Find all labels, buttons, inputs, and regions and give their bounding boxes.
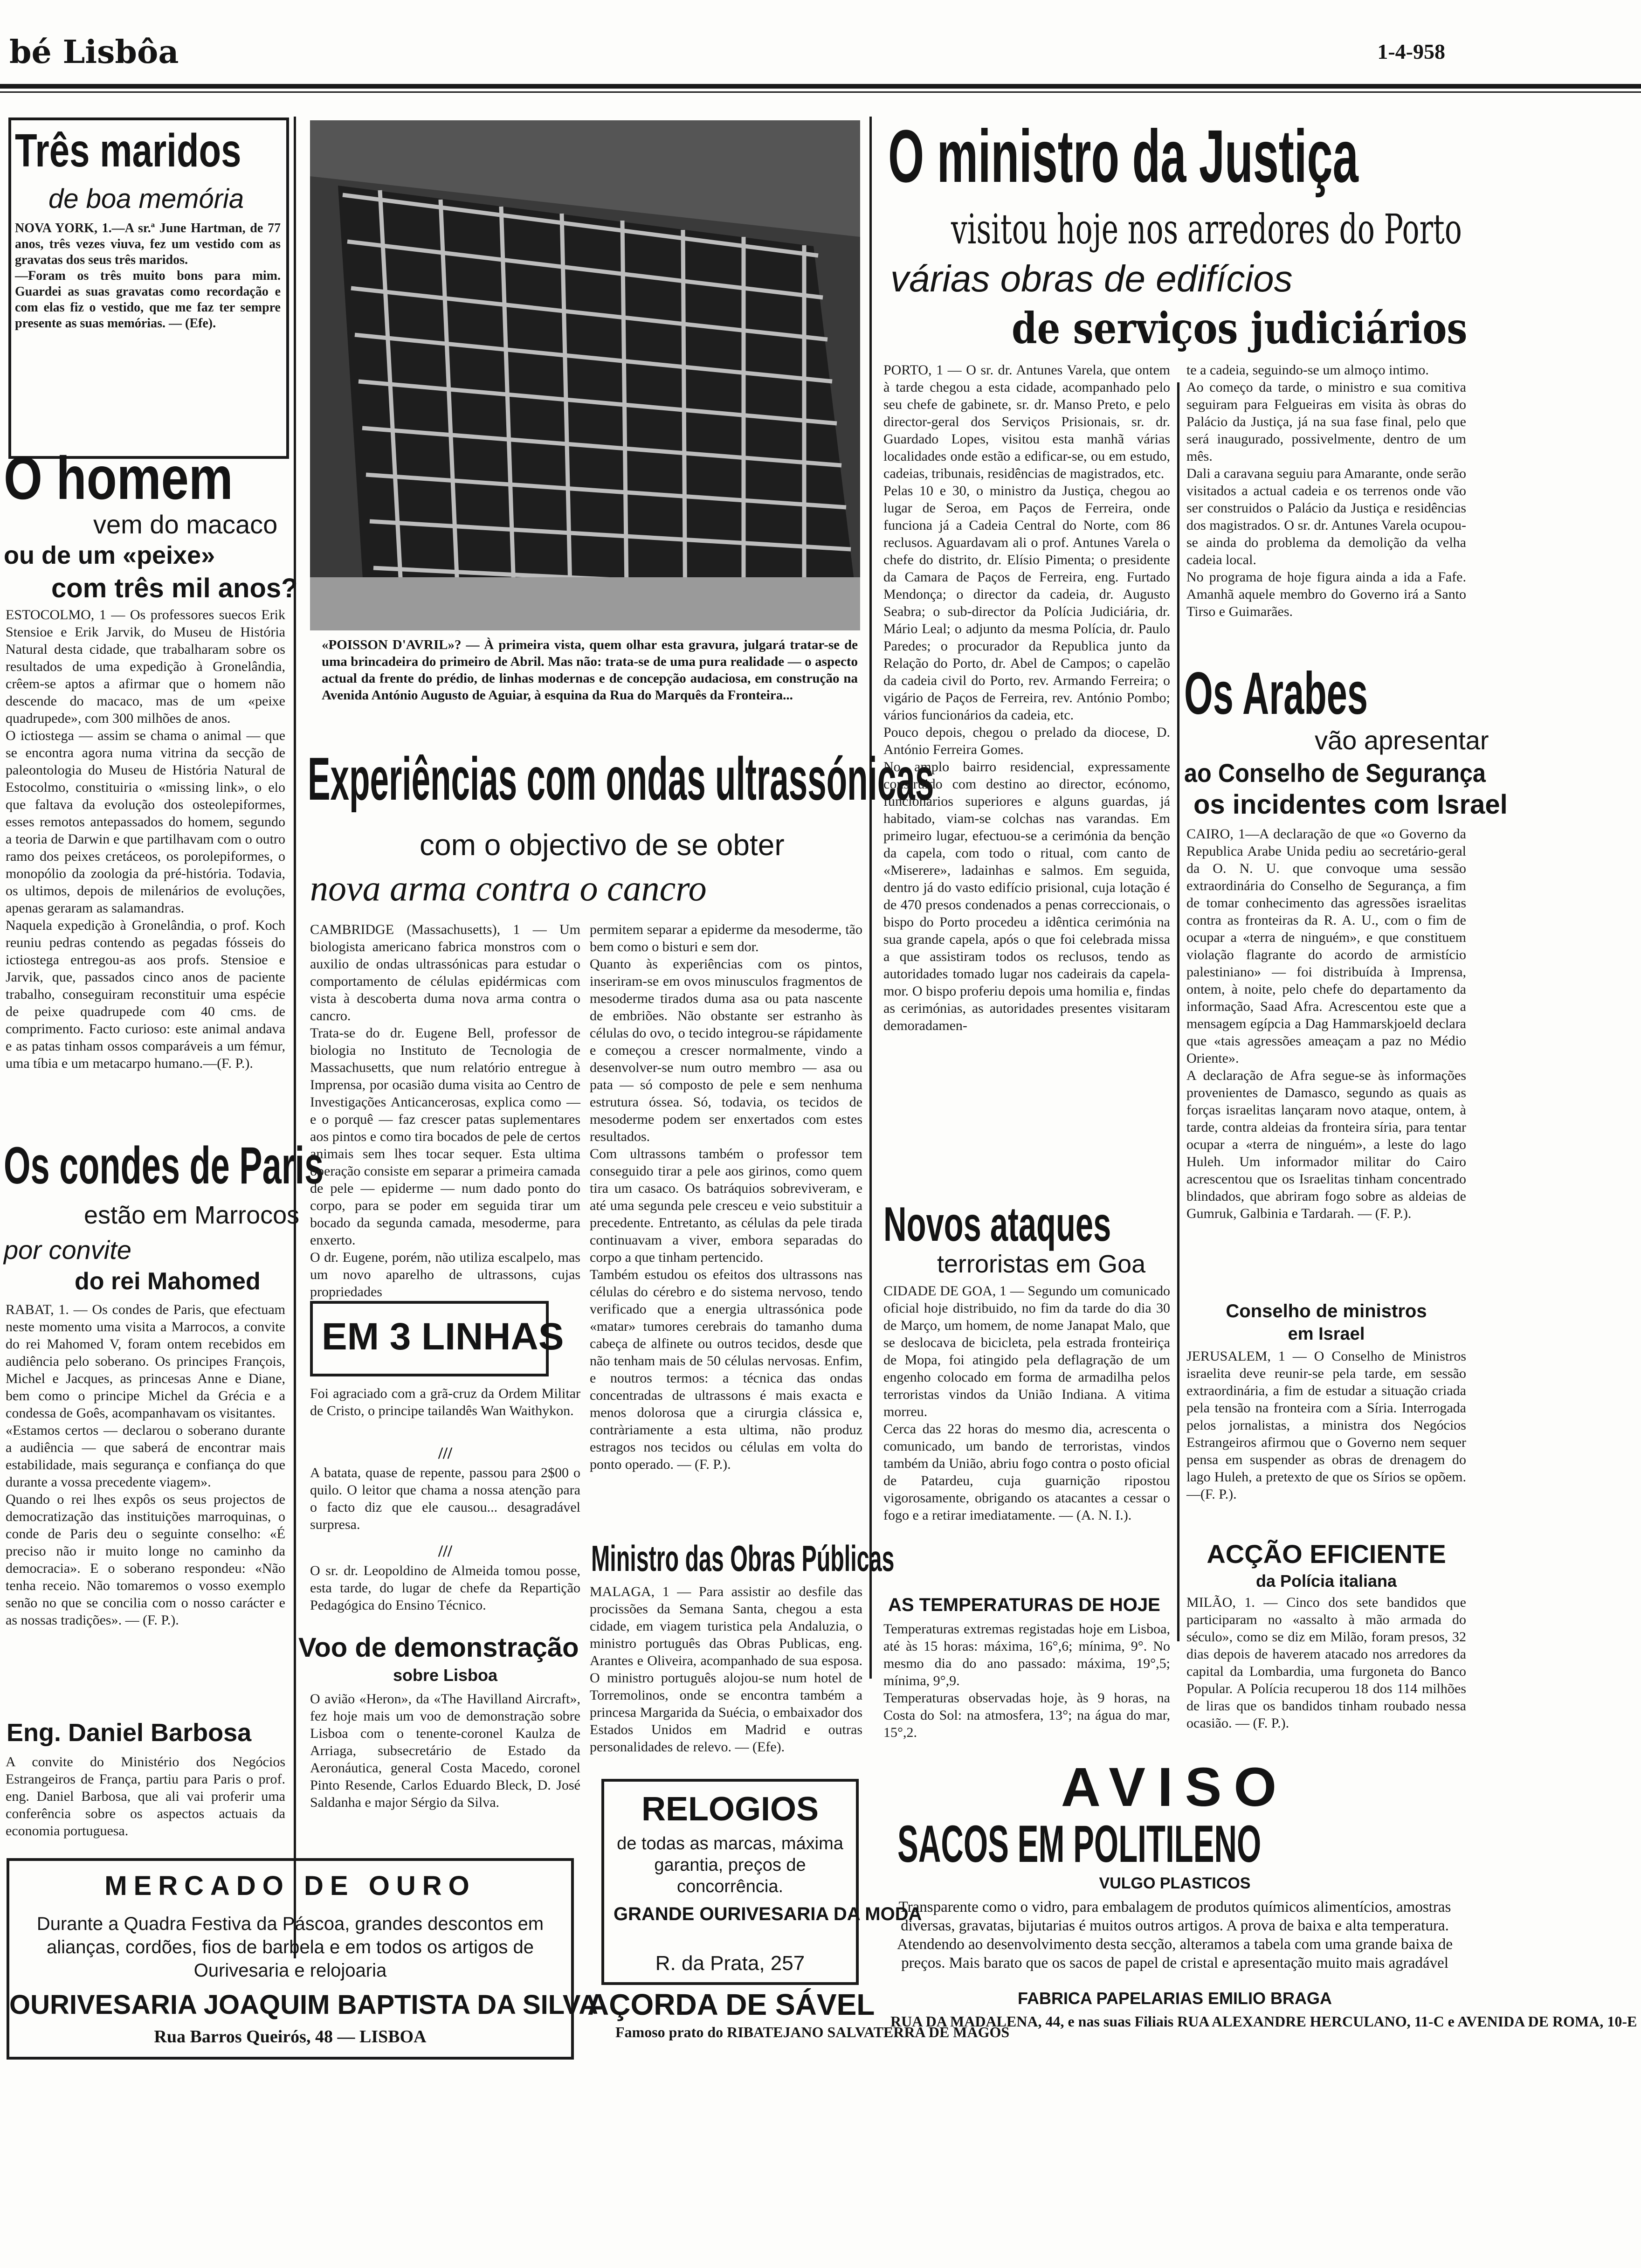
acorda-title: AÇORDA DE SÁVEL <box>587 1988 875 2021</box>
accao-body: MILÃO, 1. — Cinco dos sete bandidos que participaram no «assalto à mão armada do século», como se diz em Milão, foram presos, 32 dias depois de haverem atacado nos arredores da capital da Lombardia, uma furgoneta do Banco Popular. A Polícia recuperou 18 dos 114 milhões de liras que os bandidos tinham roubado nessa ocasião. — (F. P.). <box>1186 1595 1466 1731</box>
accao-title: ACÇÃO EFICIENTE <box>1207 1539 1446 1569</box>
aviso-title: AVISO <box>1061 1756 1289 1818</box>
ataques-subtitle: terroristas em Goa <box>937 1250 1146 1278</box>
voo-subtitle: sobre Lisboa <box>393 1666 498 1685</box>
mercado-text: Durante a Quadra Festiva da Páscoa, grandes descontos em alianças, cordões, fios de barbela e em todos os artigos de Ourivesaria e relojoaria <box>36 1914 544 1981</box>
masthead-paper-name: bé Lisbôa <box>9 34 179 71</box>
relogios-shop: GRANDE OURIVESARIA DA MODA <box>614 1904 922 1924</box>
barbosa-body: A convite do Ministério dos Negócios Estrangeiros de França, partiu para Paris o prof. eng. Daniel Barbosa, que ali vai proferir uma conferência sobre os aspectos actuais da economia portuguesa. <box>6 1754 285 1839</box>
relogios-title: RELOGIOS <box>641 1791 819 1828</box>
em3linhas-separator: /// <box>438 1444 452 1462</box>
justica-subtitle: visitou hoje nos arredores do Porto <box>951 205 1462 253</box>
relogios-text: de todas as marcas, máxima garantia, preços de concorrência. <box>617 1834 843 1896</box>
justica-title: O ministro da Justiça <box>888 114 1358 198</box>
photo-caption: «POISSON D'AVRIL»? — À primeira vista, quem olhar esta gravura, julgará tratar-se de uma brincadeira do primeiro de Abril. Mas não: trata-se de uma pura realidade — o aspecto actual da frente do prédio, de linhas modernas e de concepção audaciosa, em construção na Avenida António Augusto de Aguiar, à esquina da Rua do Marquês da Fronteira... <box>322 637 858 703</box>
ataques-title: Novos ataques <box>883 1197 1111 1252</box>
homem-title: O homem <box>4 444 233 512</box>
maridos-title: Três maridos <box>15 124 241 177</box>
justica-body-right: te a cadeia, seguindo-se um almoço intimo. Ao começo da tarde, o ministro e sua comitiva seguiram para Felgueiras em visita às obras do Palácio da Justiça, já na sua fase final, pelo que será inaugurado, possivelmente, dentro de um mês. Dali a caravana seguiu para Amarante, onde serão visitados a actual cadeia e os terrenos onde vão ser construidos o Palácio da Justiça e residências dos magistrados. O sr. dr. Antunes Varela ocupou-se ainda do problema da demolição da velha cadeia local. No programa de hoje figura ainda a ida a Fafe. Amanhã aquele membro do Governo irá a Santo Tirso e Guimarães. <box>1186 362 1466 619</box>
mercado-address: Rua Barros Queirós, 48 — LISBOA <box>154 2027 427 2047</box>
justica-subtitle-2: várias obras de edifícios <box>890 258 1293 299</box>
aviso-company: FABRICA PAPELARIAS EMILIO BRAGA <box>1017 1989 1332 2008</box>
condes-subtitle: estão em Marrocos <box>84 1201 300 1229</box>
ultrassons-subtitle: com o objectivo de se obter <box>420 828 785 862</box>
relogios-ad <box>601 1779 922 1985</box>
maridos-box <box>8 118 289 459</box>
arabes-subtitle: vão apresentar <box>1315 726 1489 755</box>
aviso-text: Transparente como o vidro, para embalagem de produtos químicos alimentícios, amostras diversas, gravatas, bijutarias é muitos outros artigos. A prova de baixa e alta temperatura. Atendendo ao desenvolvimento desta secção, alteramos a tabela com uma grande baixa de preços. Mais barato que os sacos de papel de cristal e apresentação muito mais agradável <box>896 1899 1453 1971</box>
condes-body: RABAT, 1. — Os condes de Paris, que efectuam neste momento uma visita a Marrocos, a convite do rei Mahomed V, foram ontem recebidos em audiência pelo soberano. Os principes François, Michel e Jacques, as princesas Anne e Diane, bem como o principe Michel da Grécia e a condessa de Goês, acompanhavam os visitantes. «Estamos certos — declarou o soberano durante a audiência — que saberá de encontrar mais estabilidade, mais segurança e confiança do que durante a vossa precedente viagem». Quando o rei lhes expôs os seus projectos de democratização das instituições marroquinas, o conde de Paris deu o seguinte conselho: «É preciso não ir muito longe no caminho da democracia». E o soberano respondeu: «Não tenha receio. Não tomaremos o vosso exemplo senão no que se concilia com o nosso carácter e as nossas tradições». — (F. P.). <box>6 1302 285 1628</box>
mercado-shop: OURIVESARIA JOAQUIM BAPTISTA DA SILVA <box>9 1990 599 2020</box>
homem-subtitle-2: ou de um «peixe» <box>4 541 215 569</box>
ultrassons-body-right: permitem separar a epiderme da mesoderme, tão bem como o bisturi e sem dor. Quanto às experiências com os pintos, inseriram-se em ovos minusculos fragmentos de mesoderme tirados duma asa ou pata nascente de embriões. Não obstante ser estranho às células do ovo, o tecido integrou-se rápidamente e começou a crescer normalmente, vindo a desenvolver-se num outro membro — asa ou pata — só composto de pele e sem nenhuma estrutura óssea. Só, todavia, os tecidos de mesoderme podem ser enxertados com estes resultados. Com ultrassons também o professor tem conseguido tirar a pele aos girinos, como quem tira um casaco. Os batráquios sobreviveram, e até uma segunda pele cresceu e veio substituir a precedente. Entretanto, as células da pele tirada continuavam a viver, embora separadas do corpo a que tinham pertencido. Também estudou os efeitos dos ultrassons nas células do cérebro e do sistema nervoso, tendo verificado que a energia ultrassónica pode «matar» tumores cerebrais do tamanho duma cabeça de alfinete ou outros tecidos, desde que não tenham mais de 50 células nervosas. Enfim, e noutros termos: a técnica das ondas concentradas de ultrassons é mais exacta e menos dolorosa que a cirurgia clássica e, contràriamente a esta ultima, não produz estragos nos tecidos ou células em volta do ponto operado. — (F. P.). <box>590 922 862 1472</box>
column-rule <box>294 117 296 1958</box>
voo-body: O avião «Heron», da «The Havilland Aircraft», fez hoje mais um voo de demonstração sobre Lisboa com o tenente-coronel Kaulza de Arriaga, subsecretário de Estado da Aeronáutica, general Costa Macedo, coronel Pinto Resende, Carlos Eduardo Bleck, D. José Saldanha e major Sérgio da Silva. <box>310 1691 580 1810</box>
masthead-date: 1-4-958 <box>1377 40 1445 63</box>
em3linhas-title: EM 3 LINHAS <box>322 1315 564 1358</box>
accao-subtitle: da Polícia italiana <box>1255 1571 1397 1590</box>
maridos-subtitle: de boa memória <box>48 184 244 214</box>
homem-body: ESTOCOLMO, 1 — Os professores suecos Erik Stensioe e Erik Jarvik, do Museu de História Natural desta cidade, que trabalharam sobre os resultados de uma expedição à Gronelândia, crêem-se aptos a afirmar que o homem não descende do macaco, mas de um «peixe quadrupede», com 300 milhões de anos. O ictiostega — assim se chama o animal — que se encontra agora numa vitrina da secção de paleontologia do Museu de História Natural de Estocolmo, constituiria o «missing link», o elo que faltava da evolução dos osteolepiformes, esses remotos antepassados do homem, segundo a teoria de Darwin e que partilhavam com o outro ramo dos peixes cretáceos, os porolepiformes, o monopólio da zoologia da pré-história. Todavia, os ultimos, depois de milenários de evoluções, apenas geraram as salamandras. Naquela expedição à Gronelândia, o prof. Koch reuniu pedras contendo as pegadas fósseis do ictiostega entregou-as aos profs. Stensioe e Jarvik, que, passados cinco anos de paciente trabalho, conseguiram reconstituir uma espécie de peixe quadrupede com 40 cms. de comprimento. Facto curioso: este animal andava e as patas tinham ossos comparáveis a um fémur, uma tíbia e um metacarpo humano.—(F. P.). <box>6 607 285 1071</box>
ataques-body: CIDADE DE GOA, 1 — Segundo um comunicado oficial hoje distribuido, no fim da tarde do dia 30 de Março, um homem, de nome Janapat Malo, que se deslocava de bicicleta, pela estrada fronteiriça de Mopa, foi atingido pela deflagração de um engenho colocado em forma de armadilha pelos terroristas vindos da União Indiana. A vitima morreu. Cerca das 22 horas do mesmo dia, acrescenta o comunicado, um bando de terroristas, vindos também da União, abriu fogo contra o posto oficial de Patardeu, cuja guarnição ripostou vigorosamente, obrigando os atacantes a cessar o fogo e a retirar imediatamente. — (A. N. I.). <box>883 1283 1170 1523</box>
arabes-subtitle-2: ao Conselho de Segurança <box>1184 758 1486 788</box>
ultrassons-body-left: CAMBRIDGE (Massachusetts), 1 — Um biologista americano fabrica monstros com o auxilio de ondas ultrassónicas para estudar o comportamento de células epidérmicas com vista à descoberta duma nova arma contra o cancro. Trata-se do dr. Eugene Bell, professor de biologia no Instituto de Tecnologia de Massachusetts, que num relatório entregue à Imprensa, por ocasião duma visita ao Centro de Investigações Anticancerosas, explica como — e o porquê — faz crescer patas suplementares aos pintos e como tira bocados de pele de certos animais sem lhes tocar sequer. Esta ultima operação consiste em separar a primeira camada de pele — epiderme — num dado ponto do corpo, para se poder em seguida tirar um bocado da segunda camada, mesoderme, para enxerto. O dr. Eugene, porém, não utiliza escalpelo, mas um novo aparelho de ultrassons, cujas propriedades <box>310 922 580 1300</box>
ultrassons-subtitle-2: nova arma contra o cancro <box>310 868 707 908</box>
masthead-rule <box>0 84 1641 89</box>
aviso-subtitle-2: VULGO PLASTICOS <box>1099 1874 1251 1892</box>
conselho-subtitle: em Israel <box>1288 1324 1365 1344</box>
justica-subtitle-3: de serviços judiciários <box>1012 303 1468 353</box>
em3linhas-item-2: A batata, quase de repente, passou para 2$00 o quilo. O leitor que chama a nossa atenção para o facto diz que ele causou... desagradável surpresa. <box>310 1465 580 1532</box>
homem-subtitle-3: com três mil anos? <box>51 573 298 603</box>
em3linhas-separator: /// <box>438 1542 452 1560</box>
barbosa-title: Eng. Daniel Barbosa <box>7 1719 252 1747</box>
conselho-body: JERUSALEM, 1 — O Conselho de Ministros israelita deve reunir-se pela tarde, em sessão extraordinária, a fim de estudar a situação criada pela tensão na fronteira com a Síria. Interrogada pelos jornalistas, a ministra dos Negócios Estrangeiros afirmou que o Governo nem sequer pensa em suspender as obras de drenagem do lago Huleh, a pretexto de que os Sírios se opõem.—(F. P.). <box>1186 1348 1466 1502</box>
relogios-address: R. da Prata, 257 <box>655 1952 805 1975</box>
voo-title: Voo de demonstração <box>298 1632 579 1663</box>
aviso-subtitle: SACOS EM POLITILENO <box>897 1815 1262 1873</box>
temperaturas-body: Temperaturas extremas registadas hoje em Lisboa, até às 15 horas: máxima, 16°,6; mínima, 9°. No mesmo dia do ano passado: máxima, 19°,5; mínima, 9°,9. Temperaturas observadas hoje, às 9 horas, na Costa do Sol: na atmosfera, 13°; na água do mar, 15°,2. <box>883 1621 1170 1740</box>
ultrassons-title: Experiências com ondas ultrassónicas <box>308 745 934 813</box>
arabes-subtitle-3: os incidentes com Israel <box>1193 789 1508 820</box>
arabes-body: CAIRO, 1—A declaração de que «o Governo da Republica Arabe Unida pediu ao secretário-geral da O. N. U. que convoque uma sessão extraordinária do Conselho de Segurança, a fim de tomar conhecimento das agressões israelitas contra as fronteiras da R. A. U., com o fim de ocupar a «terra de ninguém», e que constituem violação flagrante do acordo de armistício palestiniano» — foi distribuída à Imprensa, ontem, à noite, pelo chefe do departamento da informação, Saad Afra. Acrescentou este que a mensagem egípcia a Dag Hammarskjoeld declara que «tais agressões ameaçam a paz no Médio Oriente». A declaração de Afra segue-se às informações provenientes de Damasco, segundo as quais as forças israelitas lançaram novo ataque, ontem, à tarde, contra aldeias da fronteira síria, para tentar ocupar a «terra de ninguém», a leste do lago Huleh. Um informador militar do Cairo acrescentou que os Israelitas tinham concentrado blindados, que abriram fogo sobre as aldeias de Gumruk, Galbinia e Tardarah. — (F. P.). <box>1186 826 1466 1221</box>
masthead-rule-thin <box>0 91 1641 93</box>
conselho-title: Conselho de ministros <box>1226 1301 1427 1321</box>
em3linhas-item-1: Foi agraciado com a grã-cruz da Ordem Militar de Cristo, o principe tailandês Wan Waithykon. <box>310 1386 580 1418</box>
condes-subtitle-2: por convite <box>4 1235 131 1265</box>
mercado-title: MERCADO DE OURO <box>104 1871 476 1901</box>
acorda-text: Famoso prato do RIBATEJANO SALVATERRA DE MAGOS <box>615 2024 1010 2040</box>
column-rule <box>1177 382 1179 1641</box>
ministro-obras-title: Ministro das Obras Públicas <box>591 1538 895 1579</box>
temperaturas-title: AS TEMPERATURAS DE HOJE <box>888 1595 1160 1615</box>
building-photo <box>310 120 860 630</box>
condes-subtitle-3: do rei Mahomed <box>75 1268 261 1295</box>
column-rule <box>869 117 872 1679</box>
justica-body-left: PORTO, 1 — O sr. dr. Antunes Varela, que ontem à tarde chegou a esta cidade, acompanhado pelo seu chefe de gabinete, sr. dr. Manso Preto, e pelo director-geral dos Serviços Prisionais, sr. dr. Guardado Lopes, visitou esta manhã várias localidades onde estão a edificar-se, ou em estudo, cadeias, tribunais, residências de magistrados, etc. Pelas 10 e 30, o ministro da Justiça, chegou ao lugar de Seroa, em Paços de Ferreira, onde funciona já a Cadeia Central do Norte, com 86 reclusos. Aguardavam ali o prof. Antunes Varela o chefe do distrito, dr. Elísio Pimenta; o presidente da Camara de Paços de Ferreira, eng. Furtado Mendonça; o director da cadeia, dr. Augusto Seabra; o sub-director da Polícia Judiciária, dr. Mário Leal; o adjunto da mesma Polícia, dr. Paulo Paredes; o procurador da Republica junto da Relação do Porto, dr. Abel de Campos; o capelão da cadeia civil do Porto, rev. Armando Ferreira; o vigário de Paços de Ferreira, rev. António Pombo; vários funcionários da cadeia, etc. Pouco depois, chegou o prelado da diocese, D. António Ferreira Gomes. No amplo bairro residencial, expressamente construido com destino ao director, ecónomo, funcionários superiores e alguns guardas, já habitado, viam-se colchas nas varandas. Em primeiro lugar, efectuou-se a cerimónia da benção da capela, com todo o ritual, com canto de «Miserere», ladainhas e salmos. Em seguida, dentro já do vasto edifício prisional, cuja lotação é de 470 presos condenados a penas correccionais, o bispo do Porto procedeu a idêntica cerimónia na sua grande capela, após o que foi celebrada missa a que assistiram todos os reclusos, tendo as autoridades tomado lugar nos cadeirais da capela-mor. O bispo proferiu depois uma homilia e, findas as cerimónias, as autoridades presentes visitaram demoradamen- <box>883 362 1170 1033</box>
arabes-title: Os Arabes <box>1184 660 1368 727</box>
condes-title: Os condes de Paris <box>4 1136 324 1195</box>
ministro-obras-body: MALAGA, 1 — Para assistir ao desfile das procissões da Semana Santa, chegou a esta cidade, em viagem turistica pela Andaluzia, o ministro português das Obras Publicas, eng. Arantes e Oliveira, acompanhado de sua esposa. O ministro português alojou-se num hotel de Torremolinos, onde se encontra também a princesa Margarida da Suécia, o embaixador dos Estados Unidos em Madrid e outras personalidades de relevo. — (Efe). <box>590 1584 862 1755</box>
maridos-body: NOVA YORK, 1.—A sr.ª June Hartman, de 77 anos, três vezes viuva, fez um vestido com as gravatas dos seus três maridos. —Foram os três muito bons para mim. Guardei as suas gravatas como recordação e com elas fiz o vestido, que me faz ter sempre presente as suas memórias. — (Efe). <box>15 221 281 331</box>
homem-subtitle: vem do macaco <box>93 510 278 539</box>
em3linhas-item-3: O sr. dr. Leopoldino de Almeida tomou posse, esta tarde, do lugar de chefe da Repartição Pedagógica do Ensino Técnico. <box>310 1563 580 1613</box>
aviso-address: RUA DA MADALENA, 44, e nas suas Filiais RUA ALEXANDRE HERCULANO, 11-C e AVENIDA DE ROMA, 10-E <box>890 2013 1637 2030</box>
mercado-ad <box>7 1858 599 2060</box>
building-photo-image <box>310 120 860 630</box>
